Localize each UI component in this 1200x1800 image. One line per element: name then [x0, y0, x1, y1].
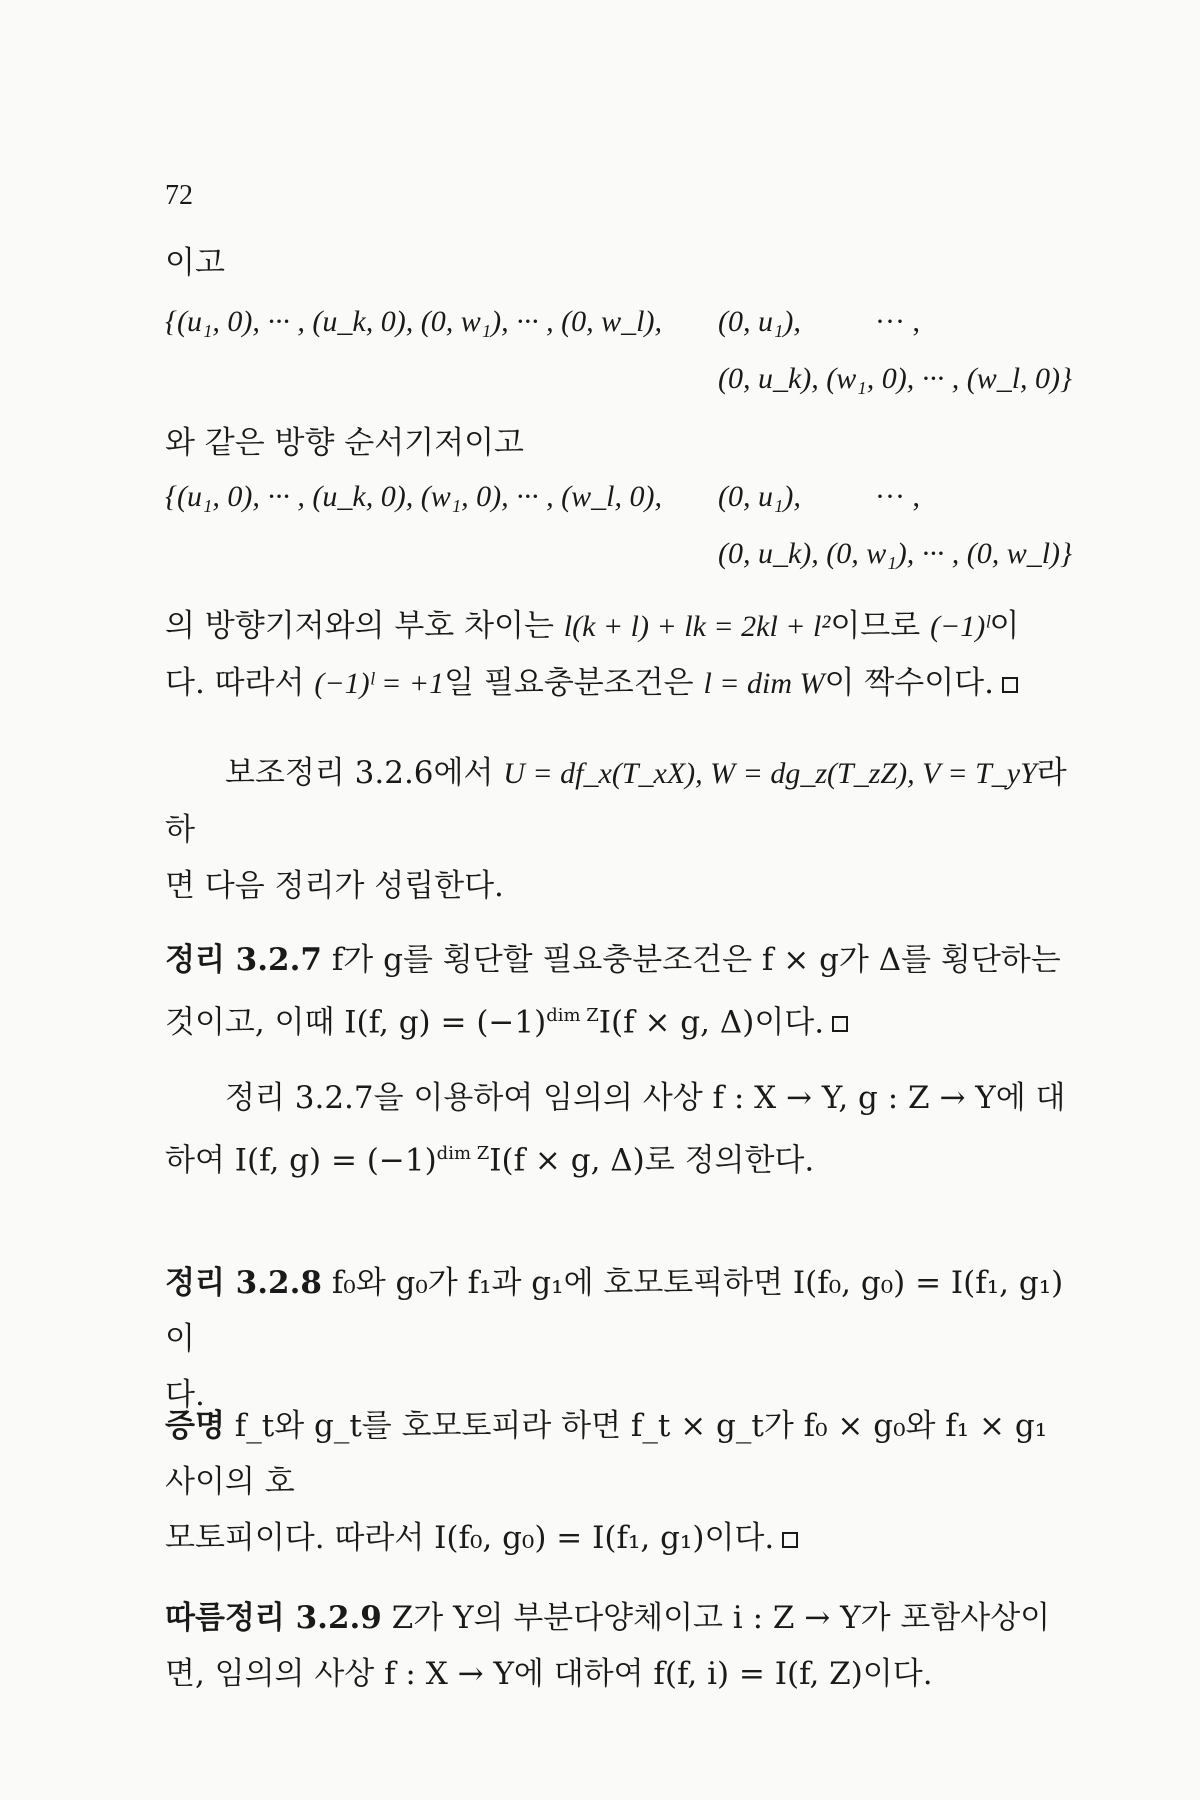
text: 이 짝수이다.: [824, 665, 994, 701]
text: 정리 3.2.7을 이용하여 임의의 사상 f : X → Y, g : Z → Y에 대: [225, 1080, 1066, 1116]
paragraph-ordered-basis: 와 같은 방향 순서기저이고: [165, 425, 524, 461]
qed-icon: [782, 1532, 798, 1548]
theorem-3-2-7: [165, 932, 1075, 1050]
text: I(f × g, Δ)로 정의한다.: [489, 1142, 815, 1179]
set1-line1: {(u₁, 0), ··· , (u_k, 0), (0, w₁), ··· , (0, w_l),: [165, 305, 662, 338]
theorem-label: 정리 3.2.8: [165, 1265, 322, 1301]
text: 보조정리 3.2.6에서: [225, 755, 504, 791]
text: f_t와 g_t를 호모토피라 하면 f_t × g_t가 f₀ × g₀와 f₁ × g₁ 사이의 호: [165, 1408, 1048, 1500]
text: 이므로: [830, 608, 931, 644]
paragraph-lemma: [165, 745, 1075, 914]
text: 면, 임의의 사상 f : X → Y에 대하여 f(f, i) = I(f, Z)이다.: [165, 1656, 933, 1692]
text: 의 방향기저와의 부호 차이는: [165, 608, 564, 644]
math-expression: l(k + l) + lk = 2kl + l²: [563, 610, 831, 643]
text: 다.: [165, 1377, 205, 1413]
set2-line1c: ··· ,: [875, 480, 920, 513]
set1-line1c: ··· ,: [875, 305, 920, 338]
text: f₀와 g₀가 f₁과 g₁에 호모토픽하면 I(f₀, g₀) = I(f₁, g₁)이: [165, 1265, 1064, 1357]
superscript: dim Z: [436, 1143, 490, 1164]
qed-icon: [832, 1016, 848, 1032]
text: f가 g를 횡단할 필요충분조건은 f × g가 Δ를 횡단하는: [321, 942, 1061, 978]
corollary-3-2-9: [165, 1590, 1075, 1702]
proof: [165, 1398, 1075, 1566]
page-number: 72: [165, 180, 193, 211]
qed-icon: [1002, 677, 1018, 693]
theorem-label: 정리 3.2.7: [165, 942, 322, 978]
text: 다. 따라서: [165, 665, 315, 701]
set2-line2: (0, u_k), (0, w₁), ··· , (0, w_l)}: [718, 537, 1073, 570]
corollary-label: 따름정리 3.2.9: [165, 1600, 382, 1636]
proof-label: 증명: [165, 1408, 225, 1444]
text: 면 다음 정리가 성립한다.: [165, 868, 504, 904]
set2-line1: {(u₁, 0), ··· , (u_k, 0), (w₁, 0), ··· , (w_l, 0),: [165, 480, 662, 513]
math-expression: (−1)ˡ: [930, 610, 990, 643]
set2-line1b: (0, u₁),: [718, 480, 801, 513]
paragraph-igo: 이고: [165, 245, 225, 281]
text: 일 필요충분조건은: [444, 665, 704, 701]
superscript: dim Z: [546, 1005, 599, 1026]
paragraph-sign: [165, 598, 1075, 712]
math-expression: U = df_x(T_xX), W = dg_z(T_zZ), V = T_yY: [503, 757, 1037, 790]
set1-line1b: (0, u₁),: [718, 305, 801, 338]
paragraph-definition: [165, 1070, 1075, 1188]
text: 하여 I(f, g) = (−1): [165, 1142, 437, 1179]
text: Z가 Y의 부분다양체이고 i : Z → Y가 포함사상이: [381, 1600, 1051, 1636]
text: 이: [989, 608, 1020, 644]
text: 모토피이다. 따라서 I(f₀, g₀) = I(f₁, g₁)이다.: [165, 1520, 775, 1556]
text: 라 하: [165, 755, 1067, 848]
text: I(f × g, Δ)이다.: [598, 1004, 825, 1041]
math-expression: (−1)ˡ = +1: [314, 667, 445, 700]
set1-line2: (0, u_k), (w₁, 0), ··· , (w_l, 0)}: [718, 362, 1073, 395]
text: 것이고, 이때 I(f, g) = (−1): [165, 1004, 547, 1041]
math-expression: l = dim W: [703, 667, 825, 700]
